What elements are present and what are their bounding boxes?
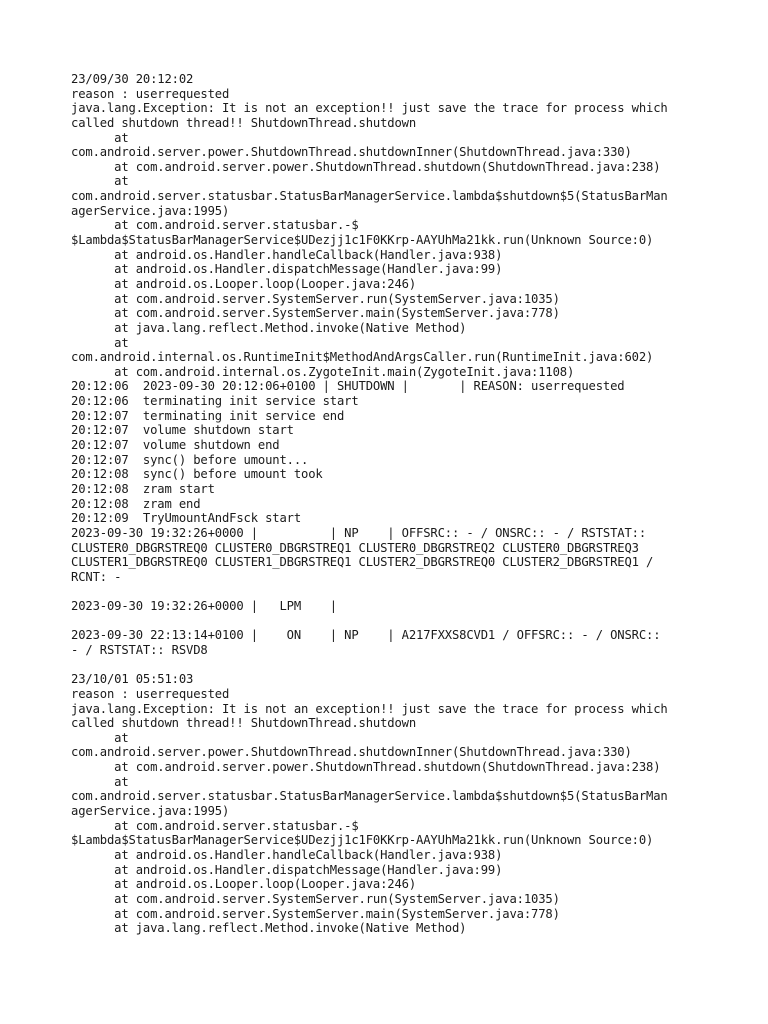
log-line: java.lang.Exception: It is not an exception!! just save the trace for process which — [71, 701, 668, 716]
log-line: at com.android.server.statusbar.-$ — [71, 818, 359, 833]
log-line: com.android.internal.os.RuntimeInit$MethodAndArgsCaller.run(RuntimeInit.java:602) — [71, 350, 654, 365]
log-line: at — [71, 335, 129, 350]
log-line: at — [71, 730, 129, 745]
log-line: at android.os.Looper.loop(Looper.java:246) — [71, 276, 416, 291]
log-line: agerService.java:1995) — [71, 804, 230, 819]
log-line: called shutdown thread!! ShutdownThread.shutdown — [71, 115, 416, 130]
log-line — [71, 614, 711, 629]
log-line: 2023-09-30 22:13:14+0100 | ON | NP | A217FXXS8CVD1 / OFFSRC:: - / ONSRC:: — [71, 628, 661, 643]
log-line: com.android.server.power.ShutdownThread.shutdownInner(ShutdownThread.java:330) — [71, 145, 632, 160]
log-line: at com.android.server.SystemServer.main(SystemServer.java:778) — [71, 906, 560, 921]
log-line: com.android.server.statusbar.StatusBarManagerService.lambda$shutdown$5(StatusBarMan — [71, 789, 668, 804]
log-line: at — [71, 174, 129, 189]
log-line: at com.android.server.statusbar.-$ — [71, 218, 359, 233]
log-line: at android.os.Handler.dispatchMessage(Handler.java:99) — [71, 262, 503, 277]
log-line — [71, 658, 711, 673]
log-line: at — [71, 774, 129, 789]
log-line: com.android.server.power.ShutdownThread.shutdownInner(ShutdownThread.java:330) — [71, 745, 632, 760]
log-line: 20:12:07 sync() before umount... — [71, 452, 309, 467]
log-line: 20:12:08 zram start — [71, 481, 215, 496]
log-line: CLUSTER1_DBGRSTREQ0 CLUSTER1_DBGRSTREQ1 CLUSTER2_DBGRSTREQ0 CLUSTER2_DBGRSTREQ1 / — [71, 555, 654, 570]
log-line: 2023-09-30 19:32:26+0000 | LPM | — [71, 599, 337, 614]
log-line: agerService.java:1995) — [71, 203, 230, 218]
log-line: com.android.server.statusbar.StatusBarManagerService.lambda$shutdown$5(StatusBarMan — [71, 189, 668, 204]
log-line: $Lambda$StatusBarManagerService$UDezjj1c1F0KKrp-AAYUhMa21kk.run(Unknown Source:0) — [71, 833, 654, 848]
log-line: 20:12:07 volume shutdown end — [71, 438, 280, 453]
log-line: at com.android.server.SystemServer.main(SystemServer.java:778) — [71, 306, 560, 321]
log-line: 20:12:06 2023-09-30 20:12:06+0100 | SHUTDOWN | | REASON: userrequested — [71, 379, 625, 394]
log-line: at android.os.Handler.handleCallback(Handler.java:938) — [71, 847, 503, 862]
log-line: called shutdown thread!! ShutdownThread.shutdown — [71, 716, 416, 731]
log-line: at com.android.internal.os.ZygoteInit.main(ZygoteInit.java:1108) — [71, 364, 575, 379]
log-line: at android.os.Handler.handleCallback(Handler.java:938) — [71, 247, 503, 262]
log-line: - / RSTSTAT:: RSVD8 — [71, 642, 208, 657]
log-line: reason : userrequested — [71, 86, 230, 101]
log-line: at java.lang.reflect.Method.invoke(Native Method) — [71, 921, 467, 936]
log-line: 23/10/01 05:51:03 — [71, 672, 194, 687]
log-line: 23/09/30 20:12:02 — [71, 72, 194, 86]
log-line: 20:12:07 volume shutdown start — [71, 423, 294, 438]
log-line: at java.lang.reflect.Method.invoke(Native Method) — [71, 320, 467, 335]
log-line: at com.android.server.SystemServer.run(SystemServer.java:1035) — [71, 891, 560, 906]
log-line — [71, 584, 711, 599]
log-line: java.lang.Exception: It is not an exception!! just save the trace for process which — [71, 101, 668, 116]
log-line: 20:12:06 terminating init service start — [71, 394, 359, 409]
log-line: at com.android.server.SystemServer.run(SystemServer.java:1035) — [71, 291, 560, 306]
log-line: 2023-09-30 19:32:26+0000 | | NP | OFFSRC:: - / ONSRC:: - / RSTSTAT:: — [71, 525, 646, 540]
log-line: at android.os.Handler.dispatchMessage(Handler.java:99) — [71, 862, 503, 877]
log-line: at — [71, 130, 129, 145]
log-line: 20:12:09 TryUmountAndFsck start — [71, 511, 301, 526]
log-line: RCNT: - — [71, 569, 122, 584]
log-document — [71, 72, 711, 936]
log-line: at com.android.server.power.ShutdownThread.shutdown(ShutdownThread.java:238) — [71, 159, 661, 174]
log-line: at android.os.Looper.loop(Looper.java:246) — [71, 877, 416, 892]
log-line: reason : userrequested — [71, 686, 230, 701]
log-line: at com.android.server.power.ShutdownThread.shutdown(ShutdownThread.java:238) — [71, 760, 661, 775]
log-line: $Lambda$StatusBarManagerService$UDezjj1c1F0KKrp-AAYUhMa21kk.run(Unknown Source:0) — [71, 233, 654, 248]
log-line: CLUSTER0_DBGRSTREQ0 CLUSTER0_DBGRSTREQ1 CLUSTER0_DBGRSTREQ2 CLUSTER0_DBGRSTREQ3 — [71, 540, 639, 555]
log-line: 20:12:08 sync() before umount took — [71, 467, 323, 482]
log-line: 20:12:07 terminating init service end — [71, 408, 345, 423]
log-line: 20:12:08 zram end — [71, 496, 201, 511]
